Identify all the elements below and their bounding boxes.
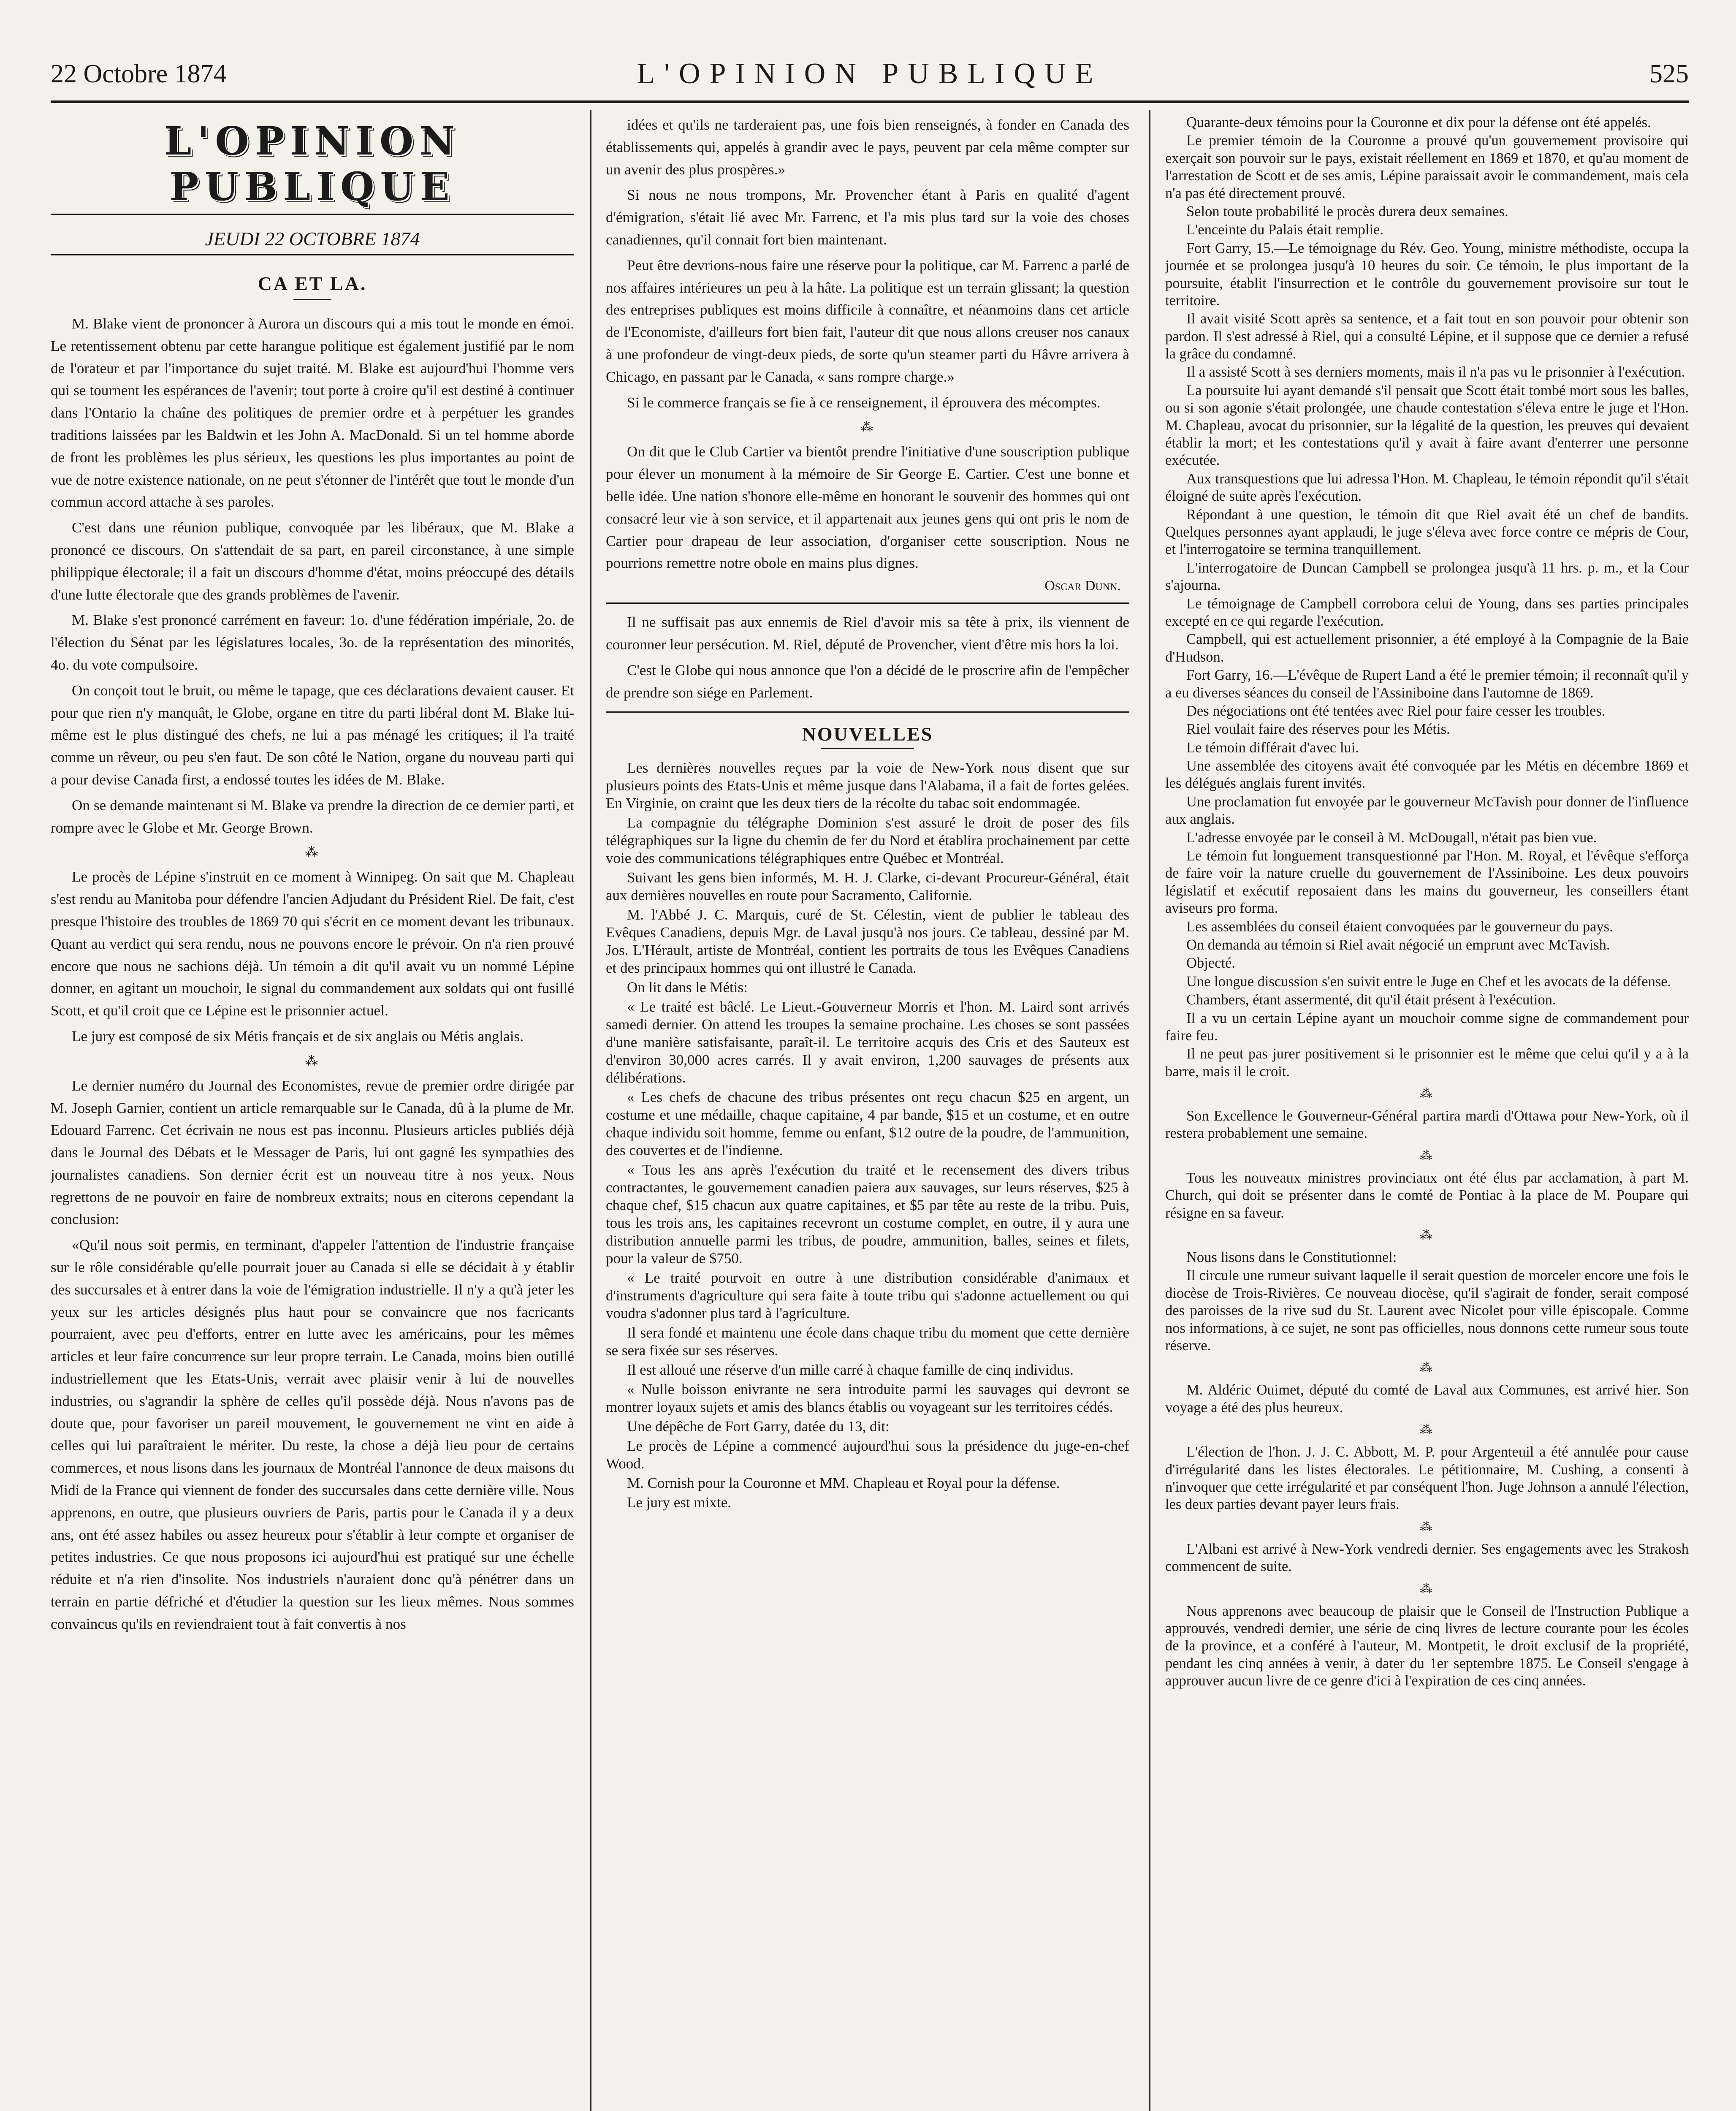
article-paragraph: « Le traité pourvoit en outre à une distribution considérable d'animaux et d'instruments d'agriculture qui sera faite à toute tribu qui s'adonne actuellement ou qui voudra s'adonner plus tard à l'agriculture.	[606, 1270, 1129, 1322]
article-paragraph: Peut être devrions-nous faire une réserve pour la politique, car M. Farrenc a parlé de nos affaires intérieures un peu à la hâte. La politique est un terrain glissant; la question des entreprises publiques est moins difficile à connaître, et néanmoins dans cet article de l'Economiste, d'ailleurs fort bien fait, l'auteur dit que nous allons creuser nos canaux à une profondeur de vingt-deux pieds, de sorte qu'un steamer parti du Hâvre arrivera à Chicago, en passant par le Canada, « sans rompre charge.»	[606, 257, 1129, 385]
article-paragraph: Il circule une rumeur suivant laquelle il serait question de morceler encore une fois le diocèse de Trois-Rivières. Ce nouveau diocèse, qu'il s'agirait de fonder, serait composé des paroisses de la rive sud du St. Laurent avec Nicolet pour ville épiscopale. Comme nos informations, à ce sujet, ne sont pas officielles, nous donnons cette rumeur sous toute réserve.	[1165, 1267, 1689, 1354]
article-paragraph: La poursuite lui ayant demandé s'il pensait que Scott était tombé mort sous les balles, ou si son agonie s'était prolongée, une chaude contestation s'éleva entre le juge et l'Hon. M. Chapleau, avocat du prisonnier, sur la légalité de la question, les preuves qui devaient établir la mort; et les contestations qu'il y avait à faire avant d'enterrer une personne exécutée.	[1165, 382, 1689, 469]
separator-asterism: ⁂	[305, 1054, 320, 1068]
separator-asterism: ⁂	[1420, 1228, 1434, 1243]
article-paragraph: On conçoit tout le bruit, ou même le tapage, que ces déclarations devaient causer. Et pour que rien n'y manquât, le Globe, organe en titre du parti libéral dont M. Blake lui-même est le plus distingué des chefs, ne lui a pas ménagé les critiques; il l'a traité comme un rêveur, ou peu s'en faut. De son côté le Nation, organe du nouveau parti qui a pour devise Canada first, a endossé toutes les idées de M. Blake.	[51, 682, 574, 788]
article-paragraph: Le dernier numéro du Journal des Economistes, revue de premier ordre dirigée par M. Joseph Garnier, contient un article remarquable sur le Canada, dû à la plume de Mr. Edouard Farrenc. Cet écrivain ne nous est pas inconnu. Plusieurs articles publiés déjà dans le Journal des Débats et le Messager de Paris, lui ont gagné les sympathies des journalistes canadiens. Son dernier écrit est un nouveau titre à nos yeux. Nous regrettons de ne pouvoir en faire de nombreux extraits; nous en citerons cependant la conclusion:	[51, 1077, 574, 1228]
article-paragraph: Il ne peut pas jurer positivement si le prisonnier est le même que celui qu'il y a à la barre, mais il le croit.	[1165, 1046, 1689, 1080]
article-paragraph: Il est alloué une réserve d'un mille carré à chaque famille de cinq individus.	[627, 1362, 1074, 1378]
article-paragraph: Les dernières nouvelles reçues par la voie de New-York nous disent que sur plusieurs points des Etats-Unis et même jusque dans l'Alabama, il a fait de fortes gelées. En Virginie, on craint que les deux tiers de la récolte du tabac soit endommagée.	[606, 760, 1129, 812]
header-title: L'OPINION PUBLIQUE	[637, 57, 1103, 90]
separator-asterism: ⁂	[1420, 1519, 1434, 1534]
article-paragraph: Campbell, qui est actuellement prisonnier, a été employé à la Compagnie de la Baie d'Hudson.	[1165, 631, 1689, 665]
article-paragraph: Suivant les gens bien informés, M. H. J. Clarke, ci-devant Procureur-Général, était aux dernières nouvelles en route pour Sacramento, Californie.	[606, 869, 1129, 904]
article-paragraph: Le témoin fut longuement transquestionné par l'Hon. M. Royal, et l'évêque s'efforça de faire voir la nature cruelle du gouvernement de l'Assiniboine. Les deux pouvoirs législatif et exécutif reposaient dans les mains du gouverneur, les conseillers étant aviseurs pro forma.	[1165, 848, 1689, 917]
article-paragraph: Si le commerce français se fie à ce renseignement, il éprouvera des mécomptes.	[627, 394, 1101, 411]
article-paragraph: Son Excellence le Gouverneur-Général partira mardi d'Ottawa pour New-York, où il restera probablement une semaine.	[1165, 1108, 1689, 1142]
article-paragraph: Répondant à une question, le témoin dit que Riel avait été un chef de bandits. Quelques personnes ayant applaudi, le juge s'éleva avec force contre ce mépris de Cour, et l'interrogatoire se termina tranquillement.	[1165, 506, 1689, 558]
article-paragraph: Le jury est composé de six Métis français et de six anglais ou Métis anglais.	[72, 1028, 524, 1045]
article-paragraph: Une proclamation fut envoyée par le gouverneur McTavish pour donner de l'influence aux anglais.	[1165, 793, 1689, 828]
separator-rule	[606, 711, 1129, 713]
article-paragraph: Il sera fondé et maintenu une école dans chaque tribu du moment que cette dernière se sera fixée sur ses réserves.	[606, 1324, 1129, 1359]
article-paragraph: Il a assisté Scott à ses derniers moments, mais il n'a pas vu le prisonnier à l'exécution.	[1186, 364, 1685, 380]
article-paragraph: Une dépêche de Fort Garry, datée du 13, dit:	[627, 1418, 890, 1435]
article-paragraph: L'Albani est arrivé à New-York vendredi dernier. Ses engagements avec les Strakosh commencent de suite.	[1165, 1541, 1689, 1575]
article-paragraph: Une longue discussion s'en suivit entre le Juge en Chef et les avocats de la défense.	[1186, 973, 1671, 990]
separator-asterism: ⁂	[860, 420, 875, 434]
article-paragraph: Objecté.	[1186, 955, 1235, 971]
article-paragraph: M. Aldéric Ouimet, député du comté de Laval aux Communes, est arrivé hier. Son voyage a été des plus heureux.	[1165, 1382, 1689, 1416]
article-paragraph: Aux transquestions que lui adressa l'Hon. M. Chapleau, le témoin répondit qu'il s'était éloigné de suite après l'exécution.	[1165, 470, 1689, 505]
dateline-rule	[51, 254, 574, 255]
separator-asterism: ⁂	[305, 845, 320, 860]
column-divider	[1149, 110, 1150, 2111]
column-1	[51, 114, 574, 2111]
article-paragraph: Fort Garry, 15.—Le témoignage du Rév. Geo. Young, ministre méthodiste, occupa la journée et se prolongea jusqu'à 10 heures du soir. Ce témoin, le plus important de la poursuite, établit l'insurrection et le contrôle du gouvernement provisoire sur tout le territoire.	[1165, 240, 1689, 309]
article-paragraph: La compagnie du télégraphe Dominion s'est assuré le droit de poser des fils télégraphiques sur la ligne du chemin de fer du Nord et établira prochainement par cette voie des communications télégraphiques entre Québec et Montréal.	[606, 814, 1129, 867]
separator-asterism: ⁂	[1420, 1582, 1434, 1596]
article-paragraph: Il ne suffisait pas aux ennemis de Riel d'avoir mis sa tête à prix, ils viennent de couronner leur persécution. M. Riel, député de Provencher, vient d'être mis hors la loi.	[606, 614, 1129, 653]
article-paragraph: Le premier témoin de la Couronne a prouvé qu'un gouvernement provisoire qui exerçait son pouvoir sur le pays, existait réellement en 1869 et 1870, et qu'au moment de l'arrestation de Scott et de ses amis, Lépine paraissait avoir le commandement, mais cela n'a pas été directement prouvé.	[1165, 133, 1689, 201]
article-paragraph: Il a vu un certain Lépine ayant un mouchoir comme signe de commandement pour faire feu.	[1165, 1010, 1689, 1044]
article-paragraph: L'enceinte du Palais était remplie.	[1186, 222, 1383, 238]
article-paragraph: On lit dans le Métis:	[627, 979, 748, 996]
article-paragraph: M. Blake vient de prononcer à Aurora un discours qui a mis tout le monde en émoi. Le retentissement obtenu par cette harangue politique est également justifié par le nom de l'orateur et par l'importance du sujet traité. M. Blake est aujourd'hui l'homme vers qui se tournent les espérances de l'avenir; tout porte à croire qu'il est destiné à continuer dans l'Ontario la chaîne des politiques de premier ordre et à perpétuer les grandes traditions laissées par les Baldwin et les John A. MacDonald. Si un tel homme aborde de front les problèmes les plus sérieux, les questions les plus importantes au point de vue de notre existence nationale, on ne peut s'étonner de l'intérêt que tout le monde d'un commun accord attache à ses paroles.	[51, 315, 574, 510]
article-paragraph: C'est dans une réunion publique, convoquée par les libéraux, que M. Blake a prononcé ce discours. On s'attendait de sa part, en pareil circonstance, à une simple philippique électorale; il a fait un discours d'homme d'état, moins préoccupé des détails d'une lutte électorale que des grands problèmes de l'avenir.	[51, 519, 574, 603]
page-number: 525	[1649, 60, 1689, 88]
separator-asterism: ⁂	[1420, 1361, 1434, 1375]
article-paragraph: L'élection de l'hon. J. J. C. Abbott, M. P. pour Argenteuil a été annulée pour cause d'irrégularité dans les listes électorales. Le pétitionnaire, M. Cushing, a consenti à n'invoquer que cette irrégularité et par conséquent l'hon. Juge Johnson a annulé l'élection, les deux parties devant payer leurs frais.	[1165, 1444, 1689, 1513]
article-paragraph: Chambers, étant assermenté, dit qu'il était présent à l'exécution.	[1186, 992, 1556, 1008]
article-paragraph: « Tous les ans après l'exécution du traité et le recensement des divers tribus contractantes, le gouvernement canadien paiera aux sauvages, sur leurs réserves, $25 à chaque chef, $15 chacun aux quatre capitaines, et $5 par tête au reste de la tribu. Puis, tous les trois ans, les capitaines recevront un costume complet, en outre, il y aura une distribution annuelle parmi les tribus, de poudre, ammunition, balles, seines et filets, pour la valeur de $750.	[606, 1161, 1129, 1267]
section-rule	[293, 299, 331, 300]
article-paragraph: « Le traité est bâclé. Le Lieut.-Gouverneur Morris et l'hon. M. Laird sont arrivés samedi dernier. On attend les troupes la semaine prochaine. Les choses se sont passées d'une manière satisfaisante, paraît-il. Le territoire acquis des Cris et des Sauteux est d'environ 30,000 acres carrés. Il y avait environ, 1,200 sauvages de présents aux délibérations.	[606, 999, 1129, 1086]
article-paragraph: M. Blake s'est prononcé carrément en faveur: 1o. d'une fédération impériale, 2o. de l'élection du Sénat par les législatures locales, 3o. de la représentation des minorités, 4o. du vote compulsoire.	[51, 612, 574, 673]
article-paragraph: L'adresse envoyée par le conseil à M. McDougall, n'était pas bien vue.	[1186, 829, 1597, 846]
article-paragraph: Nous lisons dans le Constitutionnel:	[1186, 1249, 1397, 1266]
article-paragraph: Le procès de Lépine s'instruit en ce moment à Winnipeg. On sait que M. Chapleau s'est rendu au Manitoba pour défendre l'ancien Adjudant du Président Riel. De fait, c'est presque l'histoire des troubles de 1869 70 qui s'écrit en ce moment devant les tribunaux. Quant au verdict qui sera rendu, nous ne pouvons encore le prévoir. On n'a rien prouvé encore que nous ne sachions déjà. Un témoin a dit qu'il avait vu un nommé Lépine donner, en agitant un mouchoir, le signal du commandement aux soldats qui ont fusillé Scott, et qu'il croit que ce Lépine est le prisonnier actuel.	[51, 868, 574, 1019]
header-date: 22 Octobre 1874	[51, 60, 227, 88]
article-paragraph: C'est le Globe qui nous annonce que l'on a décidé de le proscrire afin de l'empêcher de prendre son siége en Parlement.	[606, 662, 1129, 701]
article-paragraph: Le témoignage de Campbell corrobora celui de Young, dans ses parties principales excepté en ce qui regarde l'exécution.	[1165, 595, 1689, 629]
article-paragraph: L'interrogatoire de Duncan Campbell se prolongea jusqu'à 11 hrs. p. m., et la Cour s'ajourna.	[1165, 559, 1689, 594]
article-paragraph: On dit que le Club Cartier va bientôt prendre l'initiative d'une souscription publique pour élever un monument à la mémoire de Sir George E. Cartier. C'est une bonne et belle idée. Une nation s'honore elle-même en honorant le souvenir des hommes qui ont consacré leur vie à son service, et il appartenait aux jeunes gens qui ont pris le nom de Cartier pour drapeau de leur association, d'organiser cette souscription. Nous ne pourrions remettre notre obole en mains plus dignes.	[606, 443, 1129, 572]
article-paragraph: Si nous ne nous trompons, Mr. Provencher étant à Paris en qualité d'agent d'émigration, s'était lié avec Mr. Farrenc, et l'a mis plus tard sur la voie des choses canadiennes, qu'il connait fort bien maintenant.	[606, 187, 1129, 248]
article-paragraph: On demanda au témoin si Riel avait négocié un emprunt avec McTavish.	[1186, 936, 1610, 953]
article-paragraph: Le témoin différait d'avec lui.	[1186, 739, 1359, 756]
article-paragraph: «Qu'il nous soit permis, en terminant, d'appeler l'attention de l'industrie française sur le rôle considérable qu'elle pourrait jouer au Canada si elle se décidait à y établir des succursales et à entrer dans la voie de l'émigration industrielle. Il n'y a qu'à jeter les yeux sur les articles désignés plus haut pour se convaincre que nos facricants pourraient, avec peu d'efforts, entrer en lutte avec les américains, pour les mêmes articles et leur faire concurrence sur leur propre terrain. Le Canada, moins bien outillé industriellement que les Etats-Unis, verrait avec plaisir venir à lui de nouvelles industries, ou s'agrandir la sphère de celles qu'il possède déjà. Nous n'avons pas de doute que, pour favoriser un pareil mouvement, le gouvernement ne vint en aide à celles qui lui paraîtraient le mériter. Du reste, la chose a déjà lieu pour de certains commerces, et nous lisons dans les journaux de Montréal l'annonce de deux maisons du Midi de la France qui viennent de fonder des succursales dans cette dernière ville. Nous apprenons, en outre, que plusieurs ouvriers de Paris, partis pour le Canada il y a deux ans, ont été assez habiles ou assez heureux pour s'établir à leur compte et organiser de petites industries. Ce que nous proposons ici aujourd'hui est pratiqué sur une échelle réduite et n'a rien d'insolite. Nos industriels n'auraient donc qu'à pénétrer dans un terrain en partie défriché et d'étudier la question sur les lieux mêmes. Nous sommes convaincus qu'ils en reviendraient tout à fait convertis à nos	[51, 1237, 574, 1632]
article-paragraph: idées et qu'ils ne tarderaient pas, une fois bien renseignés, à fonder en Canada des établissements qui, appelés à grandir avec le pays, peuvent par cela même compter sur un avenir des plus prospères.»	[606, 117, 1129, 178]
article-paragraph: « Les chefs de chacune des tribus présentes ont reçu chacun $25 en argent, un costume et une médaille, chaque capitaine, 4 par bande, $15 et un costume, et en outre chaque individu soit homme, femme ou enfant, $12 outre de la poudre, de l'ammunition, des couvertes et de l'indienne.	[606, 1089, 1129, 1159]
article-paragraph: Des négociations ont été tentées avec Riel pour faire cesser les troubles.	[1186, 703, 1606, 719]
article-paragraph: M. Cornish pour la Couronne et MM. Chapleau et Royal pour la défense.	[627, 1475, 1060, 1492]
article-paragraph: « Nulle boisson enivrante ne sera introduite parmi les sauvages qui devront se montrer loyaux sujets et amis des blancs établis ou voyageant sur les territoires cédés.	[606, 1381, 1129, 1416]
article-paragraph: Il avait visité Scott après sa sentence, et a fait tout en son pouvoir pour obtenir son pardon. Il s'est adressé à Riel, qui a consulté Lépine, et il suppose que ce dernier a refusé la grâce du condamné.	[1165, 311, 1689, 362]
dateline: JEUDI 22 OCTOBRE 1874	[205, 228, 420, 250]
article-paragraph: Tous les nouveaux ministres provinciaux ont été élus par acclamation, à part M. Church, qui doit se présenter dans le comté de Pontiac à la place de M. Poupare qui résigne en sa faveur.	[1165, 1169, 1689, 1221]
masthead: L'OPINION PUBLIQUE	[164, 118, 461, 209]
section-heading: CA ET LA.	[258, 273, 367, 294]
column-2	[606, 114, 1129, 2111]
column-3	[1165, 114, 1689, 2111]
masthead-rule	[51, 214, 574, 215]
header-rule	[51, 100, 1689, 103]
page-header	[51, 51, 1689, 97]
separator-rule	[606, 602, 1129, 604]
nouvelles-heading: NOUVELLES	[802, 723, 933, 745]
article-paragraph: On se demande maintenant si M. Blake va prendre la direction de ce dernier parti, et rompre avec le Globe et Mr. George Brown.	[51, 797, 574, 836]
article-paragraph: Le jury est mixte.	[627, 1494, 731, 1511]
article-paragraph: Une assemblée des citoyens avait été convoquée par les Métis en décembre 1869 et les délégués anglais furent invités.	[1165, 758, 1689, 792]
article-paragraph: M. l'Abbé J. C. Marquis, curé de St. Célestin, vient de publier le tableau des Evêques Canadiens, depuis Mgr. de Laval jusqu'à nos jours. Ce tableau, dessiné par M. Jos. L'Hérault, artiste de Montréal, contient les portraits de tous les Evêques Canadiens et des principaux hommes qui ont illustré le Canada.	[606, 906, 1129, 977]
separator-asterism: ⁂	[1420, 1423, 1434, 1437]
article-paragraph: Riel voulait faire des réserves pour les Métis.	[1186, 721, 1450, 738]
article-paragraph: Les assemblées du conseil étaient convoquées par le gouverneur du pays.	[1186, 918, 1613, 935]
separator-asterism: ⁂	[1420, 1148, 1434, 1163]
article-paragraph: Fort Garry, 16.—L'évêque de Rupert Land a été le premier témoin; il reconnaît qu'il y a eu diverses séances du conseil de l'Assiniboine dans l'automne de 1869.	[1165, 667, 1689, 701]
signature: Oscar Dunn.	[1044, 578, 1121, 594]
article-paragraph: Le procès de Lépine a commencé aujourd'hui sous la présidence du juge-en-chef Wood.	[606, 1438, 1129, 1472]
column-divider	[590, 110, 591, 2111]
separator-asterism: ⁂	[1420, 1087, 1434, 1101]
article-paragraph: Selon toute probabilité le procès durera deux semaines.	[1186, 203, 1508, 220]
article-paragraph: Nous apprenons avec beaucoup de plaisir que le Conseil de l'Instruction Publique a approuvés, vendredi dernier, une série de cinq livres de lecture courante pour les écoles de la province, et a conféré à l'auteur, M. Montpetit, le droit exclusif de la propriété, pendant les cinq années à venir, à dater du 1er septembre 1875. Le Conseil s'engage à approuver aucun livre de ce genre d'ici à l'expiration de ces cinq années.	[1165, 1603, 1689, 1689]
nouvelles-rule	[821, 748, 914, 749]
article-paragraph: Quarante-deux témoins pour la Couronne et dix pour la défense ont été appelés.	[1186, 114, 1651, 130]
